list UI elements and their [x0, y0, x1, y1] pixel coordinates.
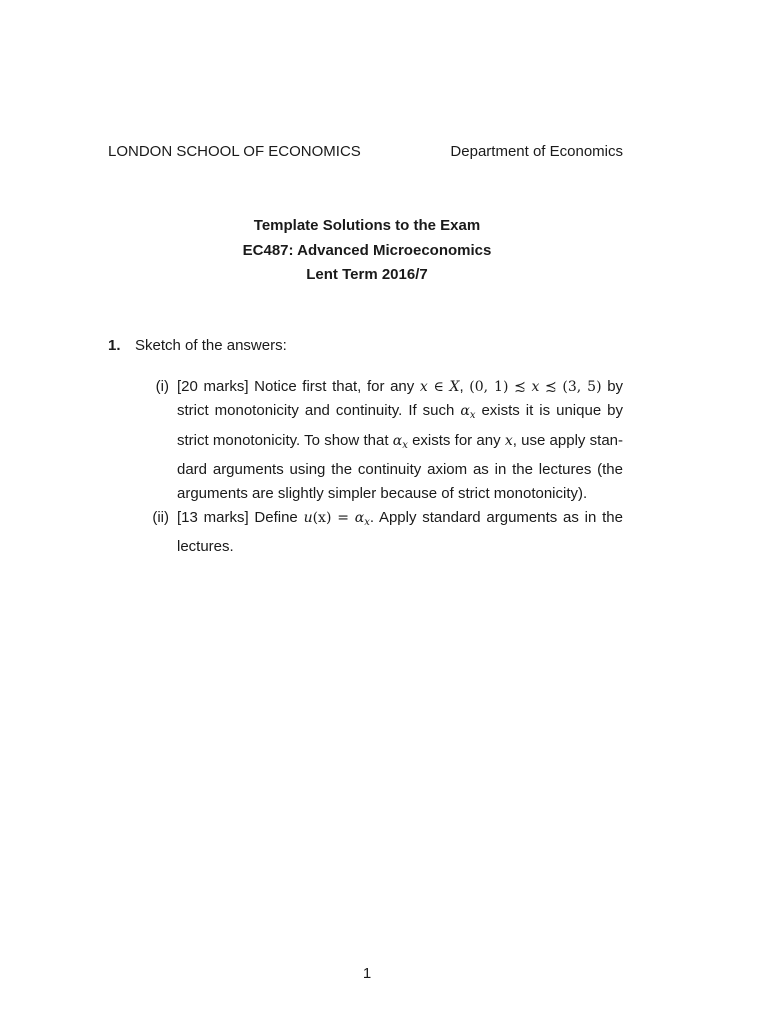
- item-label: (i): [155, 378, 169, 395]
- math-u: u: [303, 510, 313, 526]
- item-text: , use apply stan-dard arguments using the continuity axiom as in the lectures (the arguments are slightly simpler because of strict monotonicity).: [177, 431, 624, 503]
- item-text: [20 marks] Notice first that, for any: [177, 378, 420, 395]
- math-x: x: [504, 432, 513, 449]
- item-label: (ii): [152, 509, 169, 526]
- math-subscript: x: [402, 439, 408, 451]
- document-title: [0, 214, 734, 288]
- title-line-1: Template Solutions to the Exam: [253, 217, 481, 234]
- page-number: 1: [362, 965, 372, 982]
- item-text: [13 marks] Define: [177, 509, 304, 526]
- question-number: 1.: [108, 337, 121, 354]
- math-subscript: x: [469, 410, 476, 422]
- math-subscript: x: [364, 517, 370, 528]
- math-x: x: [419, 379, 428, 395]
- item-text: exists for any: [407, 431, 505, 449]
- math-bundle: (3, 5): [562, 379, 602, 395]
- math-preceq: ≾: [514, 379, 526, 395]
- math-in: ∈: [433, 379, 444, 395]
- question-intro: Sketch of the answers:: [135, 337, 287, 354]
- math-alpha: α: [392, 432, 403, 449]
- math-alpha: α: [354, 510, 365, 526]
- item-text: by strict monotonicity and continuity. If such: [177, 378, 624, 420]
- math-alpha: α: [460, 403, 470, 420]
- title-line-3: Lent Term 2016/7: [306, 266, 428, 283]
- math-preceq: ≾: [545, 379, 557, 395]
- math-bundle: (0, 1): [469, 379, 509, 395]
- institution-name: LONDON SCHOOL OF ECONOMICS: [108, 143, 361, 160]
- math-arg: (x): [312, 510, 332, 526]
- math-equals: =: [337, 510, 349, 526]
- title-line-2: EC487: Advanced Microeconomics: [242, 241, 492, 259]
- answer-item-i: [155, 375, 624, 506]
- answer-item-ii: [152, 506, 623, 560]
- math-x: x: [531, 379, 540, 395]
- department-name: Department of Economics: [450, 143, 623, 160]
- math-X: X: [449, 379, 460, 395]
- item-text: . Apply standard arguments as in the lectures.: [177, 509, 623, 556]
- item-text: exists it is unique by strict monotonicity. To show that: [177, 402, 624, 449]
- item-text: ,: [459, 378, 470, 395]
